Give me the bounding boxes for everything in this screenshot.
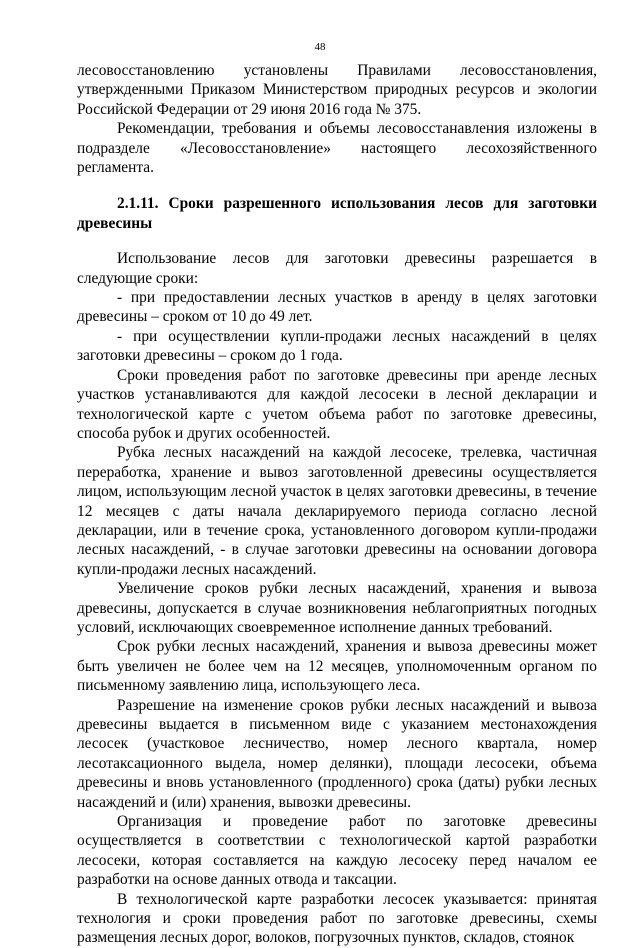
paragraph: Использование лесов для заготовки древесины разрешается в следующие сроки: [77,250,597,287]
section-heading: 2.1.11. Сроки разрешенного использования лесов для заготовки древесины [77,195,597,232]
paragraph: Срок рубки лесных насаждений, хранения и вывоза древесины может быть увеличен не более чем на 12 месяцев, уполномоченным органом по письменному заявлению лица, использующего леса. [77,638,597,695]
list-item: - при предоставлении лесных участков в аренду в целях заготовки древесины – сроком от 10 до 49 лет. [77,289,597,326]
paragraph: Разрешение на изменение сроков рубки лесных насаждений и вывоза древесины выдается в письменном виде с указанием местонахождения лесосек (участковое лесничество, номер лесного квартала, номер лесотаксационного выдела, номер делянки), площади лесосеки, объема древесины и вновь установленного (продленного) срока (даты) рубки лесных насаждений и (или) хранения, вывозки древесины. [77,696,597,811]
paragraph: В технологической карте разработки лесосек указывается: принятая технология и сроки проведения работ по заготовке древесины, схемы размещения лесных дорог, волоков, погрузочных пунктов, складов, стоянок [77,890,597,947]
paragraph: Рубка лесных насаждений на каждой лесосеке, трелевка, частичная переработка, хранение и вывоз заготовленной древесины осуществляется лицом, использующим лесной участок в целях заготовки древесины, в течение 12 месяцев с даты начала декларируемого периода согласно лесной декларации, или в течение срока, установленного договором купли-продажи лесных насаждений, - в случае заготовки древесины на основании договора купли-продажи лесных насаждений. [77,444,597,578]
page-number: 48 [314,41,326,53]
paragraph: Сроки проведения работ по заготовке древесины при аренде лесных участков устанавливаются для каждой лесосеки в лесной декларации и технологической карте с учетом объема работ по заготовке древесины, способа рубок и других особенностей. [77,366,597,442]
document-body [77,61,597,948]
paragraph: Увеличение сроков рубки лесных насаждений, хранения и вывоза древесины, допускается в случае возникновения неблагоприятных погодных условий, исключающих своевременное исполнение данных требований. [77,580,597,636]
list-item: - при осуществлении купли-продажи лесных насаждений в целях заготовки древесины – сроком до 1 года. [77,327,597,365]
paragraph: Организация и проведение работ по заготовке древесины осуществляется в соответствии с технологической картой разработки лесосеки, которая составляется на каждую лесосеку перед началом ее разработки на основе данных отвода и таксации. [77,813,597,889]
paragraph: Рекомендации, требования и объемы лесовосстанавления изложены в подразделе «Лесовосстановление» настоящего лесохозяйственного регламента. [77,120,597,177]
paragraph: лесовосстановлению установлены Правилами лесовосстановления, утвержденными Приказом Министерством природных ресурсов и экологии Российской Федерации от 29 июня 2016 года № 375. [77,62,597,118]
